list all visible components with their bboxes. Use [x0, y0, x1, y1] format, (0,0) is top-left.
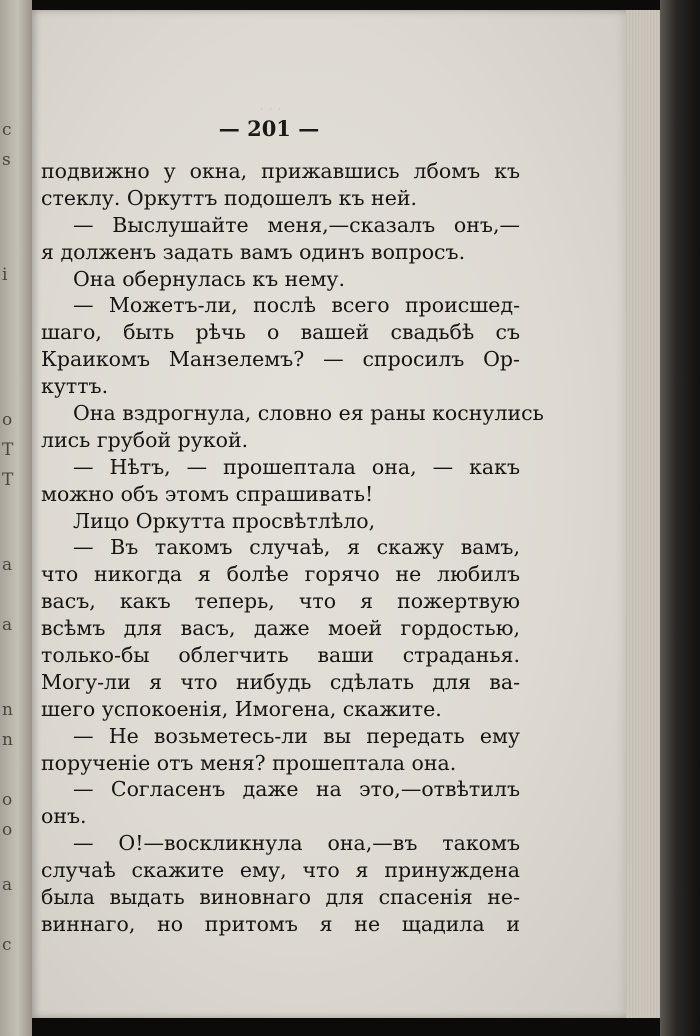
previous-page-fragment: i — [2, 265, 7, 285]
body-text — [41, 158, 544, 938]
text-line: была выдать виновнаго для спасенія не- — [41, 885, 520, 910]
text-line: васъ, какъ теперь, что я пожертвую — [41, 589, 520, 614]
text-line: Она вздрогнула, словно ея раны коснулись — [73, 401, 544, 426]
previous-page-fragment: o — [2, 790, 12, 810]
text-line: всѣмъ для васъ, даже моей гордостью, — [41, 616, 520, 641]
text-line: шего успокоенія, Имогена, скажите. — [41, 696, 442, 721]
text-line: Могу-ли я что нибудь сдѣлать для ва- — [41, 669, 520, 694]
previous-page-fragment: T — [2, 440, 13, 460]
text-line: — Можетъ-ли, послѣ всего происшед- — [73, 293, 520, 318]
text-line: стеклу. Оркуттъ подошелъ къ ней. — [41, 185, 418, 210]
text-line: виннаго, но притомъ я не щадила и — [41, 911, 520, 936]
previous-page-fragment: s — [2, 150, 10, 170]
text-line: Лицо Оркутта просвѣтлѣло, — [73, 508, 376, 533]
previous-page-fragment: T — [2, 470, 13, 490]
book-cover-shadow — [660, 0, 700, 1036]
previous-page-fragment: n — [2, 700, 12, 720]
text-line: Краикомъ Манзелемъ? — спросилъ Ор- — [41, 347, 520, 372]
text-line: шаго, быть рѣчь о вашей свадьбѣ съ — [41, 320, 520, 345]
text-line: — Въ такомъ случаѣ, я скажу вамъ, — [73, 535, 520, 560]
text-line: лись грубой рукой. — [41, 427, 249, 452]
text-line: куттъ. — [41, 374, 109, 399]
previous-page-fragment: c — [2, 935, 11, 955]
text-line: можно объ этомъ спрашивать! — [41, 481, 374, 506]
text-line: — О!—воскликнула она,—въ такомъ — [73, 831, 520, 856]
previous-page-fragment: a — [2, 875, 12, 895]
text-line: я долженъ задать вамъ одинъ вопросъ. — [41, 239, 466, 264]
text-line: подвижно у окна, прижавшись лбомъ къ — [41, 159, 520, 183]
text-line: случаѣ скажите ему, что я принуждена — [41, 858, 520, 883]
previous-page-fragment: n — [2, 730, 12, 750]
text-line: что никогда я болѣе горячо не любилъ — [41, 562, 520, 587]
text-line: — Согласенъ даже на это,—отвѣтилъ — [73, 777, 520, 802]
text-line: порученіе отъ меня? прошептала она. — [41, 750, 457, 775]
previous-page-fragment: c — [2, 120, 11, 140]
text-line: только-бы облегчить ваши страданья. — [41, 643, 520, 668]
text-line: — Выслушайте меня,—сказалъ онъ,— — [73, 212, 520, 237]
previous-page-fragment: o — [2, 410, 12, 430]
text-line: онъ. — [41, 804, 87, 829]
previous-page-edge — [0, 0, 32, 1036]
text-line: — Не возьметесь-ли вы передать ему — [73, 723, 520, 748]
previous-page-fragment: o — [2, 820, 12, 840]
header-ornament: · ◦ · — [260, 105, 282, 115]
page-block-edge — [626, 10, 660, 1018]
page-number: — 201 — — [218, 116, 320, 141]
text-line: Она обернулась къ нему. — [73, 266, 345, 291]
previous-page-fragment: a — [2, 555, 12, 575]
text-line: — Нѣтъ, — прошептала она, — какъ — [73, 454, 520, 479]
previous-page-fragment: a — [2, 615, 12, 635]
